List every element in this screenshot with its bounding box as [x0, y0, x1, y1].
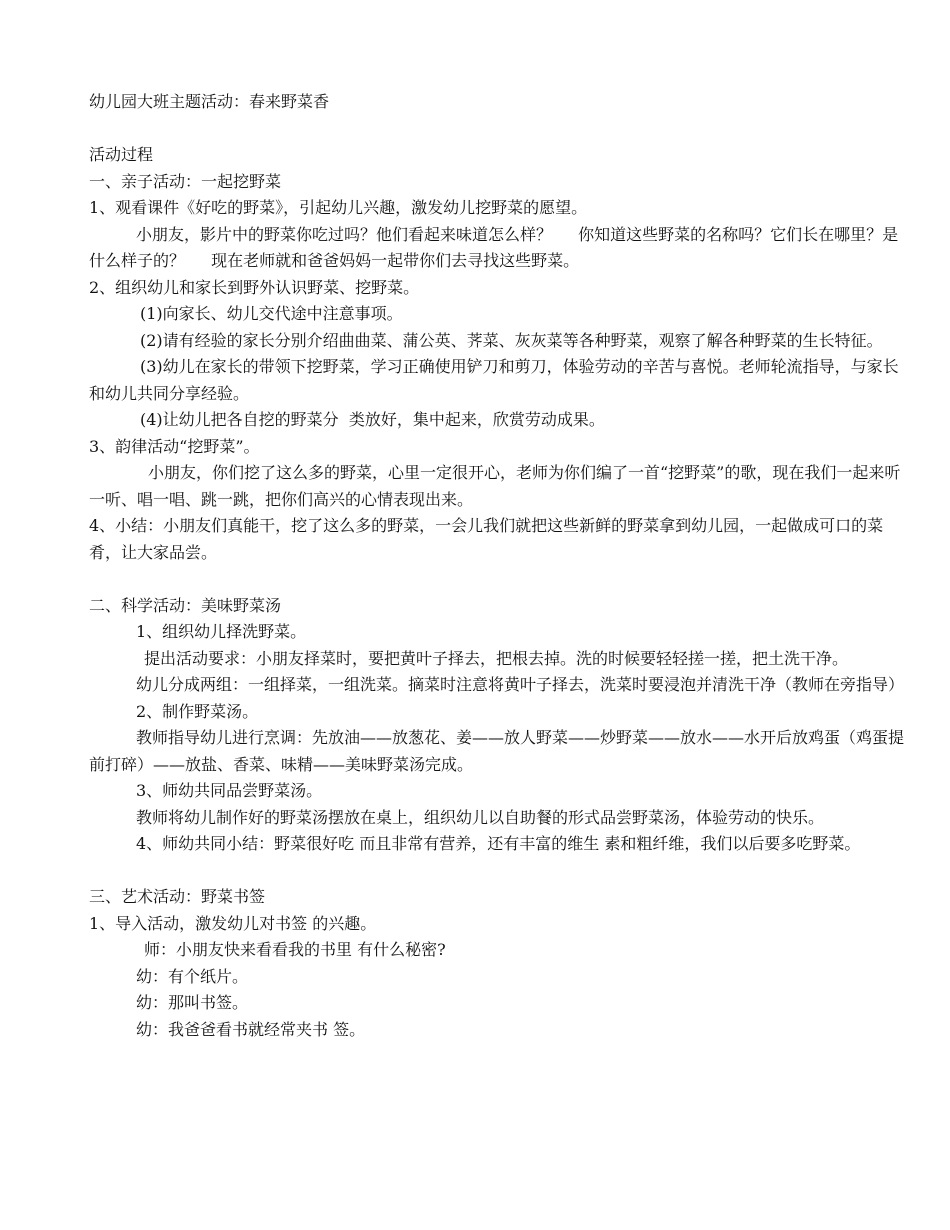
section1-paragraph: 3、韵律活动“挖野菜”。 — [89, 436, 260, 456]
section3-paragraph: 幼：我爸爸看书就经常夹书 签。 — [136, 1019, 366, 1039]
section1-paragraph: 小朋友，影片中的野菜你吃过吗？他们看起来味道怎么样？ 你知道这些野菜的名称吗？它们长在哪里？是什么样子的？ 现在老师就和爸爸妈妈一起带你们去寻找这些野菜。 — [89, 224, 899, 270]
section2-paragraph: 提出活动要求：小朋友择菜时，要把黄叶子择去，把根去掉。洗的时候要轻轻搓一搓，把土洗干净。 — [144, 648, 849, 668]
section2-heading: 二、科学活动：美味野菜汤 — [89, 595, 282, 615]
process-heading: 活动过程 — [89, 145, 154, 164]
section3-heading: 三、艺术活动：野菜书签 — [89, 887, 266, 906]
section2-paragraph: 2、制作野菜汤。 — [136, 701, 259, 721]
section2-paragraph: 1、组织幼儿择洗野菜。 — [136, 622, 307, 641]
document-page — [89, 89, 904, 1043]
section2-paragraph: 教师指导幼儿进行烹调：先放油——放葱花、姜——放人野菜——炒野菜——放水——水开后放鸡蛋（鸡蛋提前打碎）——放盐、香菜、味精——美味野菜汤完成。 — [89, 728, 905, 774]
section1-paragraph: 4、小结：小朋友们真能干，挖了这么多的野菜，一会儿我们就把这些新鲜的野菜拿到幼儿园，一起做成可口的菜肴，让大家品尝。 — [89, 516, 884, 562]
section3-paragraph: 师：小朋友快来看看我的书里 有什么秘密? — [144, 940, 446, 959]
document-title: 幼儿园大班主题活动：春来野菜香 — [89, 92, 330, 111]
section2-paragraph: 4、师幼共同小结：野菜很好吃 而且非常有营养，还有丰富的维生 素和粗纤维，我们以后要多吃野菜。 — [136, 834, 861, 853]
section3-paragraph: 幼：那叫书签。 — [136, 993, 249, 1012]
section1-paragraph: (4)让幼儿把各自挖的野菜分 类放好，集中起来，欣赏劳动成果。 — [140, 410, 605, 429]
section1-paragraph: 小朋友，你们挖了这么多的野菜，心里一定很开心，老师为你们编了一首“挖野菜”的歌，现在我们一起来听一听、唱一唱、跳一跳，把你们高兴的心情表现出来。 — [89, 463, 901, 509]
section1-heading: 一、亲子活动：一起挖野菜 — [89, 171, 282, 191]
spacer — [89, 116, 904, 143]
section3-paragraph: 幼：有个纸片。 — [136, 966, 249, 986]
spacer — [89, 858, 904, 885]
section3-paragraph: 1、导入活动，激发幼儿对书签 的兴趣。 — [89, 913, 377, 933]
spacer — [89, 566, 904, 593]
section2-paragraph: 教师将幼儿制作好的野菜汤摆放在桌上，组织幼儿以自助餐的形式品尝野菜汤，体验劳动的快乐。 — [136, 807, 825, 827]
section1-paragraph: (3)幼儿在家长的带领下挖野菜，学习正确使用铲刀和剪刀，体验劳动的辛苦与喜悦。老师轮流指导，与家长和幼儿共同分享经验。 — [89, 357, 899, 403]
section2-paragraph: 幼儿分成两组：一组择菜，一组洗菜。摘菜时注意将黄叶子择去，洗菜时要浸泡并清洗干净（教师在旁指导） — [136, 675, 905, 694]
section2-paragraph: 3、师幼共同品尝野菜汤。 — [136, 781, 323, 800]
section1-paragraph: (1)向家长、幼儿交代途中注意事项。 — [140, 304, 403, 323]
section1-paragraph: (2)请有经验的家长分别介绍曲曲菜、蒲公英、荠菜、灰灰菜等各种野菜，观察了解各种野菜的生长特征。 — [140, 330, 883, 350]
section1-paragraph: 1、观看课件《好吃的野菜》，引起幼儿兴趣，激发幼儿挖野菜的愿望。 — [89, 198, 588, 217]
section1-paragraph: 2、组织幼儿和家长到野外认识野菜、挖野菜。 — [89, 277, 420, 297]
